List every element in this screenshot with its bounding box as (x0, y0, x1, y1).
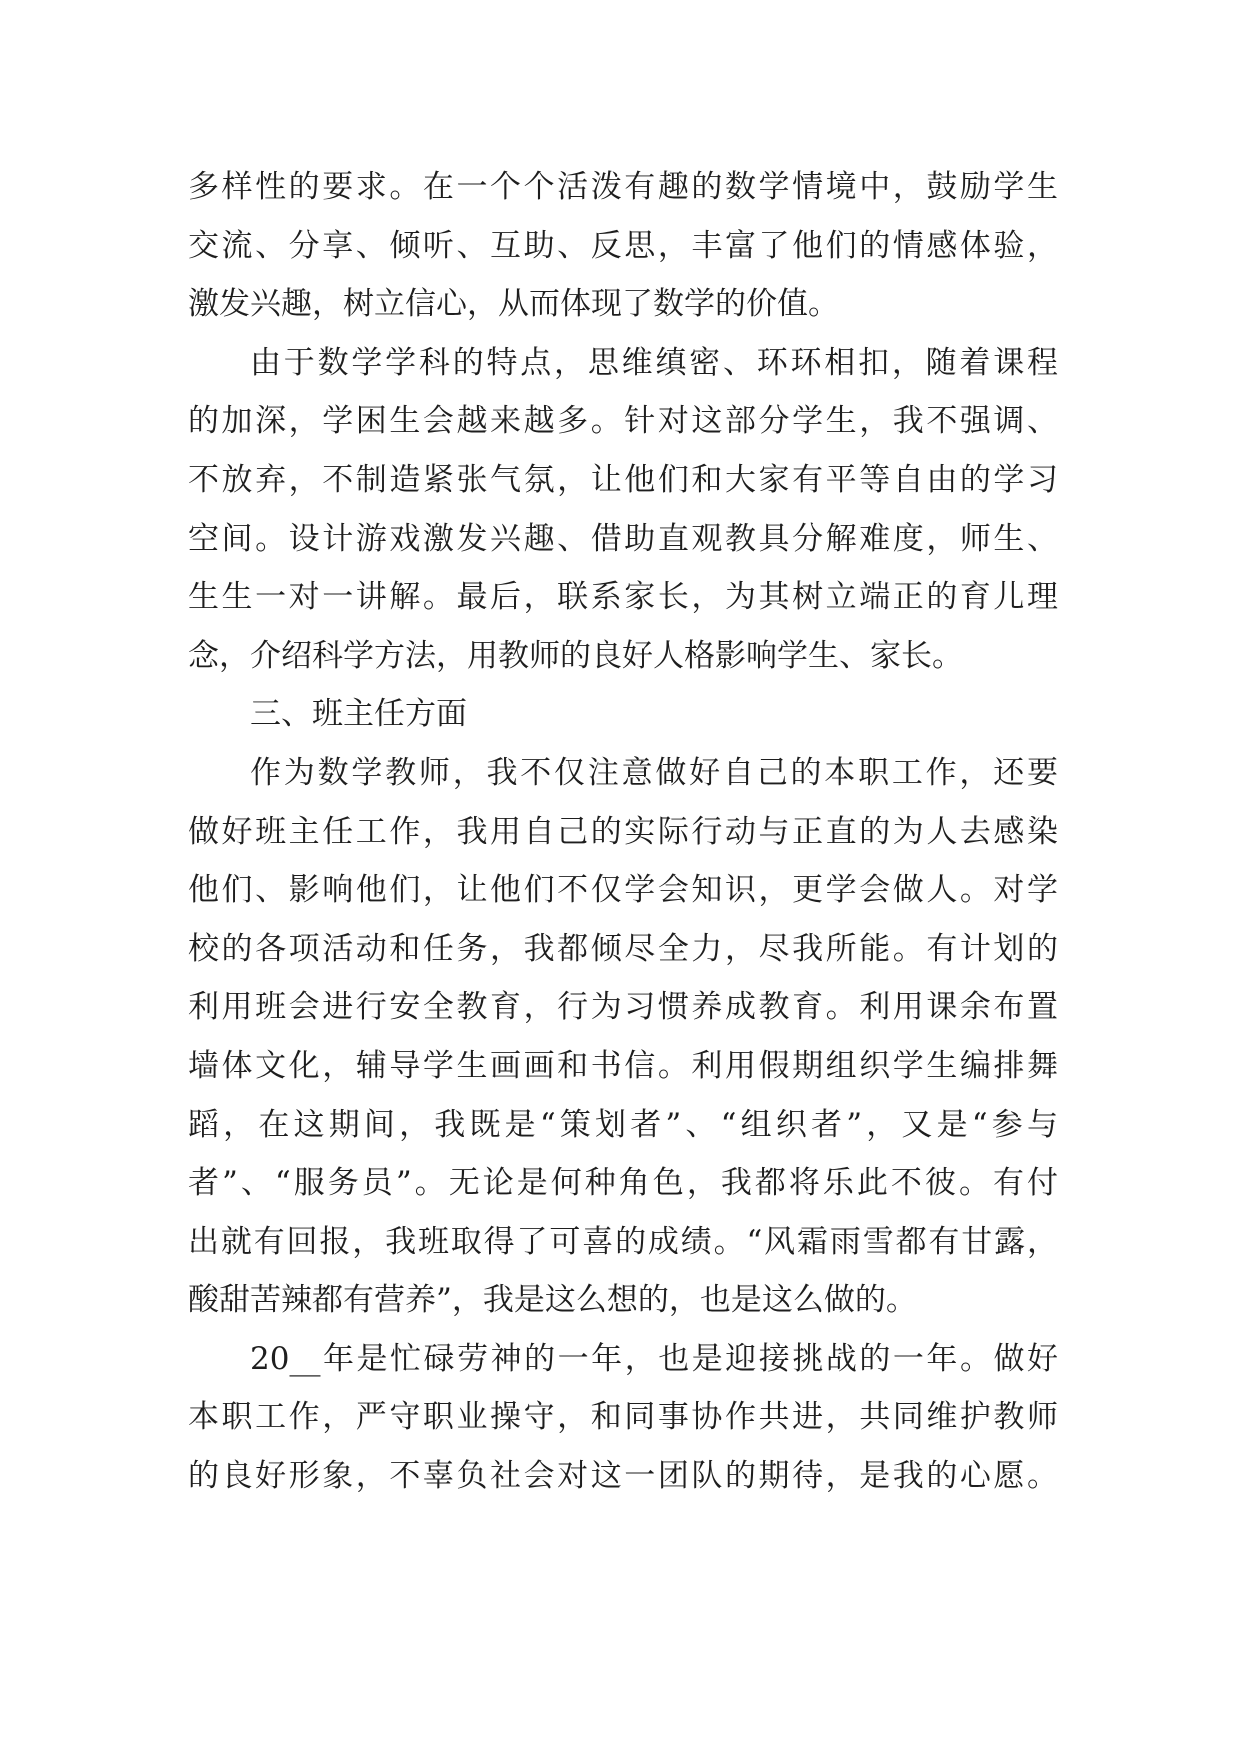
text-line: 酸甜苦辣都有营养”，我是这么想的，也是这么做的。 (188, 1282, 917, 1319)
text-line: 校的各项活动和任务，我都倾尽全力，尽我所能。有计划的 (188, 930, 1058, 967)
text-line: 交流、分享、倾听、互助、反思，丰富了他们的情感体验， (188, 227, 1058, 264)
text-line: 空间。设计游戏激发兴趣、借助直观教具分解难度，师生、 (188, 520, 1058, 557)
text-line: 作为数学教师，我不仅注意做好自己的本职工作，还要 (250, 754, 1058, 791)
text-line: 激发兴趣，树立信心，从而体现了数学的价值。 (188, 286, 839, 323)
text-line: 蹈，在这期间，我既是“策划者”、“组织者”，又是“参与 (188, 1106, 1058, 1143)
text-line: 20__年是忙碌劳神的一年，也是迎接挑战的一年。做好 (250, 1340, 1058, 1377)
text-line: 做好班主任工作，我用自己的实际行动与正直的为人去感染 (188, 813, 1058, 850)
text-line: 他们、影响他们，让他们不仅学会知识，更学会做人。对学 (188, 872, 1058, 909)
text-line: 的良好形象，不辜负社会对这一团队的期待，是我的心愿。 (188, 1458, 1058, 1495)
text-line: 生生一对一讲解。最后，联系家长，为其树立端正的育儿理 (188, 579, 1058, 616)
document-body (188, 158, 1058, 1506)
text-line: 的加深，学困生会越来越多。针对这部分学生，我不强调、 (188, 403, 1058, 440)
text-line: 不放弃，不制造紧张气氛，让他们和大家有平等自由的学习 (188, 461, 1058, 498)
text-line: 由于数学学科的特点，思维缜密、环环相扣，随着课程 (250, 344, 1058, 381)
section-heading: 三、班主任方面 (250, 696, 467, 733)
text-line: 墙体文化，辅导学生画画和书信。利用假期组织学生编排舞 (188, 1047, 1058, 1084)
text-line: 本职工作，严守职业操守，和同事协作共进，共同维护教师 (188, 1399, 1058, 1436)
text-line: 利用班会进行安全教育，行为习惯养成教育。利用课余布置 (188, 989, 1058, 1026)
text-line: 出就有回报，我班取得了可喜的成绩。“风霜雨雪都有甘露， (188, 1223, 1058, 1260)
text-line: 者”、“服务员”。无论是何种角色，我都将乐此不彼。有付 (188, 1165, 1058, 1202)
text-line: 念，介绍科学方法，用教师的良好人格影响学生、家长。 (188, 637, 963, 674)
text-line: 多样性的要求。在一个个活泼有趣的数学情境中，鼓励学生 (188, 169, 1058, 205)
